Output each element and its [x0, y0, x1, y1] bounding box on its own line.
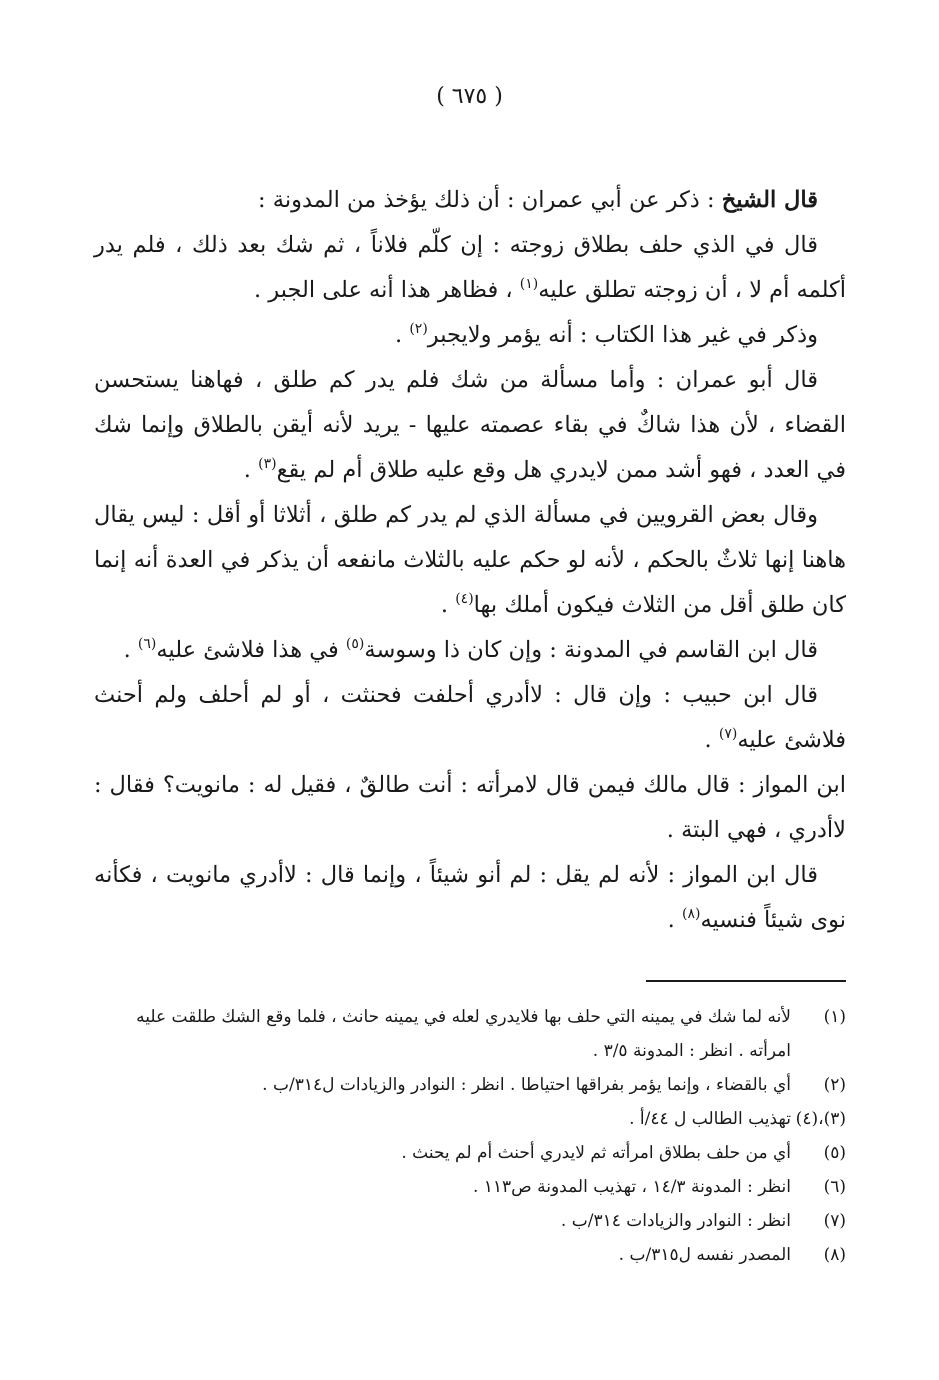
paragraph-tail: .	[704, 727, 719, 753]
footnote-ref: (٦)	[137, 636, 157, 652]
footnote-item	[94, 1238, 846, 1272]
footnote-text: انظر : المدونة ١٤/٣ ، تهذيب المدونة ص١١٣ .	[472, 1177, 791, 1197]
footnote-item	[94, 1136, 846, 1170]
footnote-item	[94, 1204, 846, 1238]
paragraph-tail: .	[440, 592, 456, 618]
page-number: ( ٦٧٥ )	[436, 84, 503, 109]
footnote-ref: (٥)	[345, 636, 365, 652]
paragraph-tail: .	[243, 457, 259, 483]
paragraph-4	[94, 358, 846, 493]
footnote-number: (٨)	[823, 1245, 846, 1265]
footnote-item	[94, 1102, 846, 1136]
footnote-ref: (٢)	[409, 321, 428, 337]
footnote-ref: (٨)	[681, 906, 701, 922]
paragraph-text: وذكر في غير هذا الكتاب : أنه يؤمر ولايجبر	[427, 322, 818, 348]
footnote-number: (٣)،(٤)	[795, 1109, 846, 1129]
paragraph-3	[94, 313, 846, 358]
footnote-item	[94, 1170, 846, 1204]
footnote-number: (٥)	[823, 1143, 846, 1163]
footnote-number: (١)	[823, 1007, 846, 1027]
paragraph-8	[94, 763, 846, 853]
footnote-item	[94, 1000, 846, 1068]
paragraph-tail: .	[667, 907, 682, 933]
footnote-text: أي بالقضاء ، وإنما يؤمر بفراقها احتياطا . انظر : النوادر والزيادات ل٣١٤/ب .	[262, 1075, 791, 1095]
paragraph-tail: في هذا فلاشئ عليه	[156, 637, 346, 663]
paragraph-text: قال ابن حبيب : وإن قال : لاأدري أحلفت فحنثت ، أو لم أحلف ولم أحنث فلاشئ عليه	[94, 682, 846, 753]
paragraph-9	[94, 853, 846, 943]
footnote-text: انظر : النوادر والزيادات ٣١٤/ب .	[560, 1211, 791, 1231]
paragraph-text: : ذكر عن أبي عمران : أن ذلك يؤخذ من المدونة :	[258, 187, 722, 213]
paragraph-tail: .	[395, 322, 410, 348]
main-text	[94, 178, 846, 943]
paragraph-5	[94, 493, 846, 628]
paragraph-6	[94, 628, 846, 673]
footnote-ref: (٣)	[258, 456, 277, 472]
paragraph-2	[94, 223, 846, 313]
footnote-item	[94, 1068, 846, 1102]
footnote-text: أي من حلف بطلاق امرأته ثم لايدري أحنث أم لم يحنث .	[401, 1143, 791, 1163]
footnote-separator	[646, 980, 846, 982]
footnote-text: المصدر نفسه ل٣١٥/ب .	[618, 1245, 791, 1265]
footnote-ref: (٤)	[455, 591, 474, 607]
paragraph-text: ابن المواز : قال مالك فيمن قال لامرأته : أنت طالقٌ ، فقيل له : مانويت؟ فقال : لاأدري ، فهي البتة .	[94, 772, 846, 843]
paragraph-tail: ، فظاهر هذا أنه على الجبر .	[253, 277, 520, 303]
footnote-number: (٦)	[823, 1177, 846, 1197]
footnote-ref: (٧)	[718, 726, 738, 742]
paragraph-text: قال في الذي حلف بطلاق زوجته : إن كلّم فلاناً ، ثم شك بعد ذلك ، فلم يدر أكلمه أم لا ، أن زوجته تطلق عليه	[94, 232, 846, 303]
paragraph-text: وقال بعض القرويين في مسألة الذي لم يدر كم طلق ، أثلاثا أو أقل : ليس يقال هاهنا إنها ثلاثٌ بالحكم ، لأنه لو حكم عليه بالثلاث مانفعه أن يذكر في العدة أنه إنما كان طلق أقل من الثلاث فيكون أملك بها	[94, 502, 846, 618]
speaker-label: قال الشيخ	[721, 187, 818, 213]
paragraph-text: قال ابن المواز : لأنه لم يقل : لم أنو شيئاً ، وإنما قال : لاأدري مانويت ، فكأنه نوى شيئاً فنسيه	[94, 862, 846, 933]
footnote-number: (٢)	[823, 1075, 846, 1095]
footnotes	[94, 1000, 846, 1272]
paragraph-text: قال أبو عمران : وأما مسألة من شك فلم يدر كم طلق ، فهاهنا يستحسن القضاء ، لأن هذا شاكٌ في بقاء عصمته عليها - يريد لأنه أيقن بالطلاق وإنما شك في العدد ، فهو أشد ممن لايدري هل وقع عليه طلاق أم لم يقع	[94, 367, 846, 483]
footnote-text: لأنه لما شك في يمينه التي حلف بها فلايدري لعله في يمينه حانث ، فلما وقع الشك طلقت عليه امرأته . انظر : المدونة ٣/٥ .	[136, 1007, 791, 1061]
paragraph-7	[94, 673, 846, 763]
footnote-number: (٧)	[823, 1211, 846, 1231]
paragraph-tail: .	[123, 637, 138, 663]
paragraph-text: قال ابن القاسم في المدونة : وإن كان ذا وسوسة	[364, 637, 818, 663]
footnote-text: تهذيب الطالب ل ٤٤/أ .	[629, 1109, 791, 1129]
paragraph-1	[94, 178, 846, 223]
footnote-ref: (١)	[519, 276, 539, 292]
